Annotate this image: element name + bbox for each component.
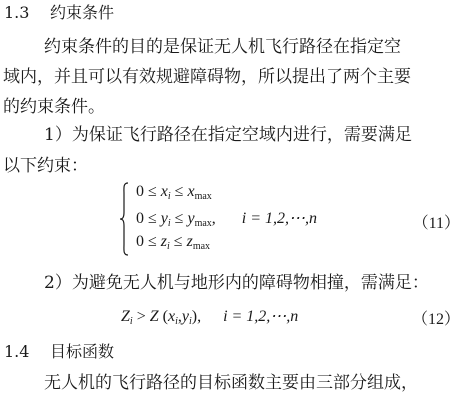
- equation-condition: i = 1,2,⋯,n: [223, 308, 299, 325]
- list-item-line: 2）为避免无人机与地形内的障碍物相撞，需满足：: [44, 273, 429, 293]
- paragraph-line: 域内，并且可以有效规避障碍物，所以提出了两个主要: [3, 67, 411, 87]
- left-brace: [119, 182, 129, 256]
- equation-number-12: （12）: [411, 311, 460, 328]
- equation-11-row-2: $0 \le y_i \le y_{max}$, i = 1,2,⋯,n: [136, 210, 318, 229]
- paragraph-line: 的约束条件。: [3, 97, 105, 117]
- list-item-line: 以下约束：: [3, 156, 88, 176]
- equation-11-row-3: $0 \le z_i \le z_{max}$: [136, 233, 211, 252]
- section-heading-1-3: [4, 2, 114, 24]
- equation-11-row-1: $0 \le x_i \le x_{max}$: [136, 183, 212, 202]
- paragraph-line: 约束条件的目的是保证无人机飞行路径在指定空: [44, 37, 401, 57]
- section-title: 约束条件: [50, 3, 115, 22]
- section-title: 目标函数: [50, 342, 115, 361]
- list-item-line: 1）为保证飞行路径在指定空域内进行，需要满足: [44, 125, 412, 145]
- equation-12: $Z_i > Z$ $(x_i,y_i)$, i = 1,2,⋯,n: [121, 308, 299, 327]
- section-number: 1.3: [4, 3, 30, 22]
- equation-number-11: （11）: [412, 215, 460, 232]
- section-heading-1-4: [4, 341, 114, 363]
- equation-condition: i = 1,2,⋯,n: [241, 210, 318, 227]
- paragraph-line: 无人机的飞行路径的目标函数主要由三部分组成，: [44, 373, 418, 393]
- section-number: 1.4: [4, 342, 30, 361]
